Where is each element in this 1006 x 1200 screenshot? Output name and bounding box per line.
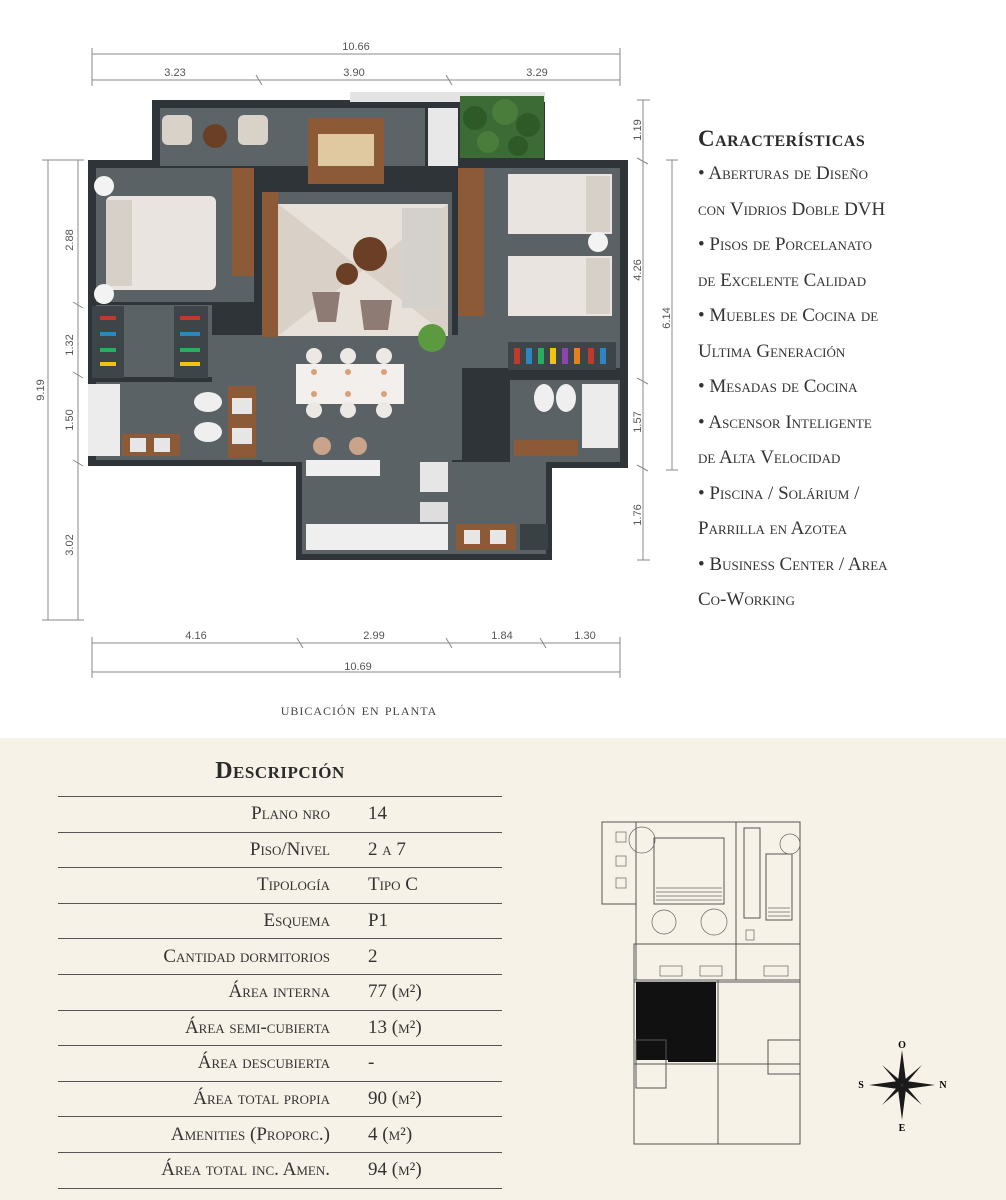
feature-line: de Excelente Calidad: [698, 269, 867, 291]
row-value: 2 a 7: [368, 832, 502, 868]
row-value: 14: [368, 797, 502, 833]
row-value: 94 (m²): [368, 1152, 502, 1188]
row-value: P1: [368, 903, 502, 939]
row-label: Área interna: [58, 974, 368, 1010]
dim-left-seg-3: 1.50: [64, 409, 76, 431]
dim-top-seg-2: 3.90: [343, 67, 365, 79]
feature-line: con Vidrios Doble DVH: [698, 198, 886, 220]
features-title: Características: [698, 126, 866, 151]
features-list: [698, 156, 998, 618]
compass-south-label: E: [898, 1123, 906, 1133]
dim-right-seg-4: 1.76: [632, 504, 644, 526]
feature-line: • Ascensor Inteligente: [698, 411, 872, 433]
table-row: [58, 1046, 502, 1082]
table-row: [58, 832, 502, 868]
dim-top-total: 10.66: [342, 41, 370, 53]
row-label: Área total inc. Amen.: [58, 1152, 368, 1188]
row-label: Cantidad dormitorios: [58, 939, 368, 975]
row-value: 2: [368, 939, 502, 975]
table-row: [58, 1010, 502, 1046]
right-dimensions: [637, 100, 678, 560]
compass-north-label: O: [898, 1040, 906, 1051]
row-value: -: [368, 1046, 502, 1082]
description-title: Descripción: [215, 758, 345, 784]
compass-rose-icon: [855, 1038, 950, 1133]
dim-right-seg-1: 1.19: [632, 119, 644, 141]
table-row: [58, 1117, 502, 1153]
feature-line: • Mesadas de Cocina: [698, 376, 858, 397]
table-row: [58, 939, 502, 975]
dim-left-seg-2: 1.32: [64, 334, 76, 356]
feature-line: Parrilla en Azotea: [698, 518, 847, 539]
dim-left-seg-1: 2.88: [64, 229, 76, 251]
table-row: [58, 1081, 502, 1117]
feature-line: de Alta Velocidad: [698, 447, 841, 468]
row-label: Área semi-cubierta: [58, 1010, 368, 1046]
row-label: Tipología: [58, 868, 368, 904]
compass-east-label: N: [939, 1080, 947, 1091]
table-row: [58, 868, 502, 904]
feature-line: Co-Working: [698, 589, 795, 610]
floorplan-caption: ubicación en planta: [280, 700, 438, 719]
compass-west-label: S: [858, 1080, 864, 1091]
feature-line: • Muebles de Cocina de: [698, 305, 879, 326]
feature-line: • Aberturas de Diseño: [698, 163, 869, 184]
left-dimensions: [42, 160, 84, 620]
dim-left-seg-4: 3.02: [64, 534, 76, 556]
row-label: Plano nro: [58, 797, 368, 833]
description-table: [58, 796, 502, 1189]
row-label: Esquema: [58, 903, 368, 939]
row-label: Área descubierta: [58, 1046, 368, 1082]
table-row: [58, 1152, 502, 1188]
apartment-plan: [88, 92, 628, 560]
features-panel: [698, 126, 998, 618]
dim-right-seg-3: 1.57: [632, 411, 644, 433]
feature-line: • Business Center / Area: [698, 553, 888, 575]
dim-bottom-total: 10.69: [344, 661, 372, 673]
dim-right-seg-2: 4.26: [632, 259, 644, 281]
dim-top-seg-1: 3.23: [164, 67, 186, 79]
dim-left-total: 9.19: [35, 379, 47, 401]
row-label: Piso/Nivel: [58, 832, 368, 868]
dim-bottom-seg-2: 2.99: [363, 630, 385, 642]
row-value: 4 (m²): [368, 1117, 502, 1153]
row-value: Tipo C: [368, 868, 502, 904]
dim-bottom-seg-1: 4.16: [185, 630, 207, 642]
dim-top-seg-3: 3.29: [526, 67, 548, 79]
row-label: Amenities (Proporc.): [58, 1117, 368, 1153]
table-row: [58, 903, 502, 939]
table-row: [58, 974, 502, 1010]
row-value: 77 (m²): [368, 974, 502, 1010]
table-row: [58, 797, 502, 833]
feature-line: • Piscina / Solárium /: [698, 482, 860, 504]
floor-plan: [0, 0, 690, 700]
dim-bottom-seg-4: 1.30: [574, 630, 596, 642]
feature-line: • Pisos de Porcelanato: [698, 234, 872, 255]
dim-bottom-seg-3: 1.84: [491, 630, 513, 642]
dim-right-outer: 6.14: [661, 307, 673, 329]
feature-line: Ultima Generación: [698, 340, 846, 362]
row-value: 90 (m²): [368, 1081, 502, 1117]
row-label: Área total propia: [58, 1081, 368, 1117]
site-plan: [598, 818, 808, 1148]
row-value: 13 (m²): [368, 1010, 502, 1046]
